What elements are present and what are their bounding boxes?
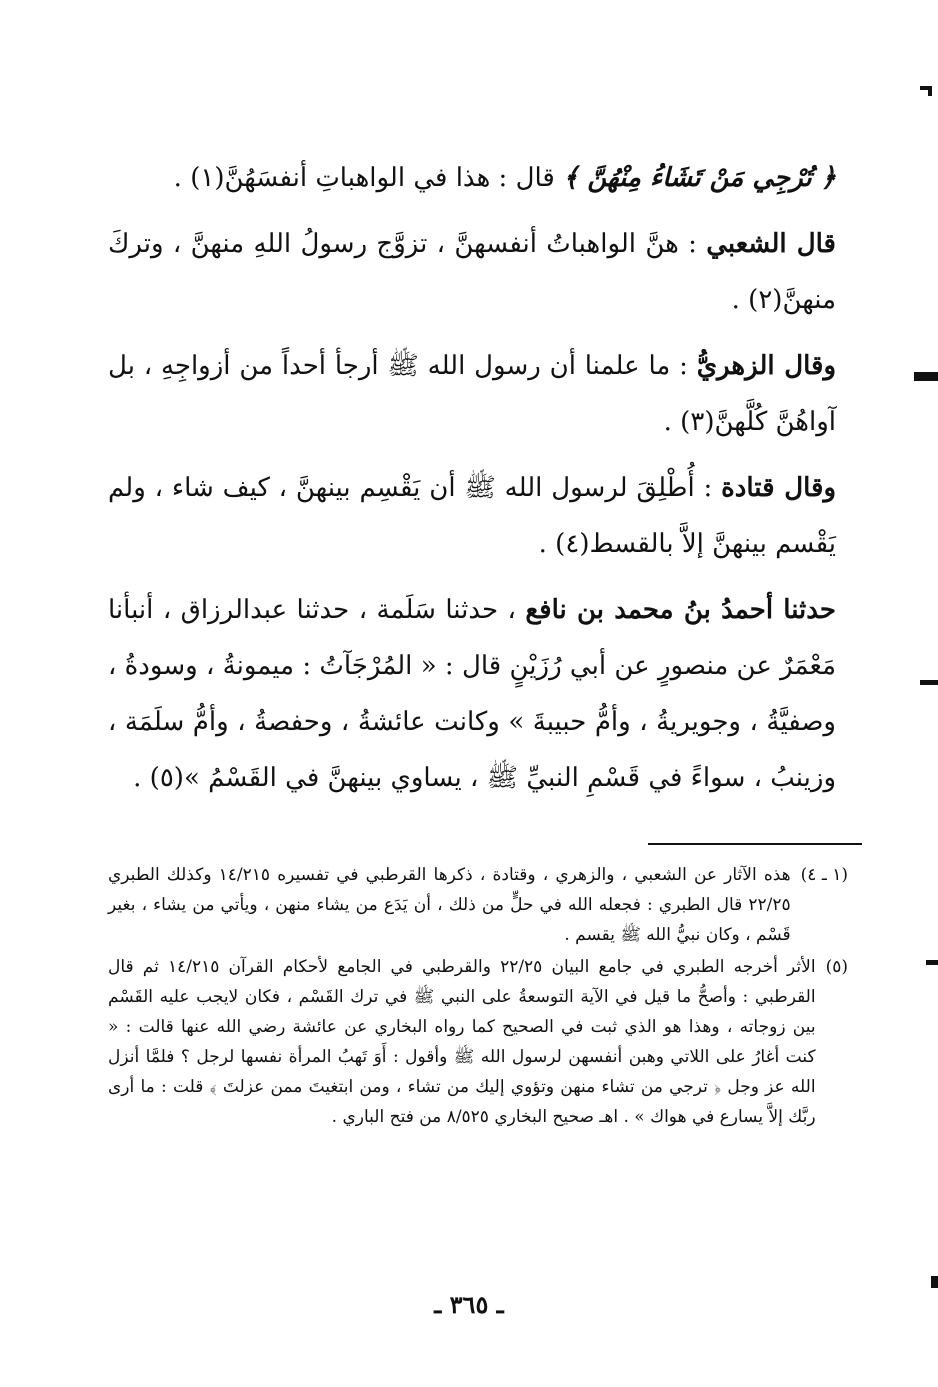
paragraph-text: : ما علمنا أن رسول الله ﷺ أرجأ أحداً من أزواجِهِ ، بل آواهُنَّ كُلَّهنَّ(٣) .: [108, 351, 836, 437]
footnote: [108, 952, 848, 1132]
main-text: [108, 150, 836, 816]
paragraph: [108, 460, 836, 572]
narrator-lead: قال الشعبي: [706, 229, 836, 259]
footnote-number: (٥): [825, 957, 848, 977]
footnote-text: الأثر أخرجه الطبري في جامع البيان ٢٢/٢٥ والقرطبي في الجامع لأحكام القرآن ١٤/٢١٥ ثم قال القرطبي : وأصحُّ ما قيل في الآية التوسعةُ على النبي ﷺ في ترك القَسْم ، فكان لايجب عليه القَسْم بين زوجاته ، وهذا هو الذي ثبت في الصحيح كما رواه البخاري عن عائشة رضي الله عنها قالت : « كنت أغارُ على اللاتي وهبن أنفسهن لرسول الله ﷺ وأقول : أَوَ تَهبُ المرأة نفسها لرجل ؟ فلمَّا أنزل الله عز وجل ﴿ ترجي من تشاء منهن وتؤوي إليك من تشاء ، ومن ابتغيتَ ممن عزلتَ ﴾ قلت : ما أرى ربَّك إلاَّ يسارع في هواك » . اهـ صحيح البخاري ٨/٥٢٥ من فتح الباري .: [108, 957, 816, 1127]
footnotes: [108, 860, 848, 1134]
paragraph-text: قال : هذا في الواهباتِ أنفسَهُنَّ(١) .: [173, 163, 564, 193]
paragraph-text: : هنَّ الواهباتُ أنفسهنَّ ، تزوَّج رسولُ اللهِ منهنَّ ، وتركَ منهنَّ(٢) .: [108, 229, 836, 315]
footnote-divider: [648, 843, 862, 845]
quran-verse: ﴿ تُرْجِي مَنْ تَشَاءُ مِنْهُنَّ ﴾: [563, 163, 836, 193]
scan-edge-mark: [926, 960, 938, 965]
scan-edge-mark: [928, 86, 932, 96]
narrator-lead: وقال قتادة: [721, 473, 836, 503]
paragraph: [108, 338, 836, 450]
narrator-lead: وقال الزهريُّ: [696, 351, 836, 381]
footnote-number: (١ ـ ٤): [800, 865, 848, 885]
paragraph-text: ، حدثنا سَلَمة ، حدثنا عبدالرزاق ، أنبأنا مَعْمَرٌ عن منصورٍ عن أبي رُزَيْنٍ قال : « المُرْجَآتُ : ميمونةُ ، وسودةُ ، وصفيَّةُ ، وجويريةُ ، وأمُّ حبيبةَ » وكانت عائشةُ ، وحفصةُ ، وأمُّ سلَمَة ، وزينبُ ، سواءً في قَسْمِ النبيِّ ﷺ ، يساوي بينهنَّ في القَسْمُ »(٥) .: [108, 595, 836, 793]
scan-edge-mark: [931, 1276, 938, 1288]
paragraph: [108, 150, 836, 206]
paragraph: [108, 216, 836, 328]
paragraph: [108, 582, 836, 806]
scan-edge-mark: [920, 680, 938, 685]
page-number: ـ ٣٦٥ ـ: [434, 1290, 504, 1319]
scan-edge-mark: [914, 372, 938, 381]
paragraph-text: : أُطْلِقَ لرسول الله ﷺ أن يَقْسِم بينهنَّ ، كيف شاء ، ولم يَقْسم بينهنَّ إلاَّ بالقسط(٤) .: [108, 473, 836, 559]
footnote-text: هذه الآثار عن الشعبي ، والزهري ، وقتادة ، ذكرها القرطبي في تفسيره ١٤/٢١٥ وكذلك الطبري ٢٢/٢٥ قال الطبري : فجعله الله في حلٍّ من ذلك ، أن يَدَع من يشاء منهن ، ويأتي من يشاء ، بغير قَسْم ، وكان نبيُّ الله ﷺ يقسم .: [108, 865, 791, 945]
narrator-lead: حدثنا أحمدُ بنُ محمد بن نافع: [525, 595, 836, 625]
footnote: [108, 860, 848, 950]
